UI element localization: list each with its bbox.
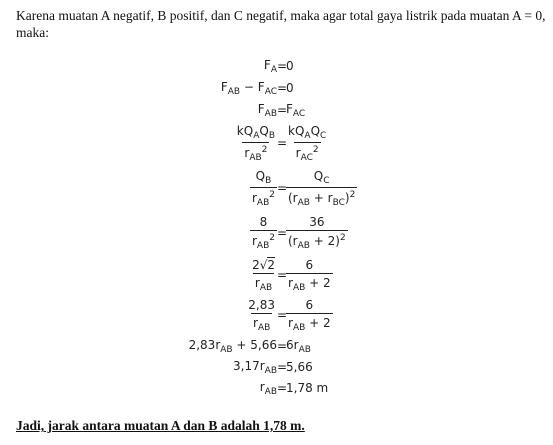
step-2-right: 0 [286,81,294,95]
conclusion-text: Jadi, jarak antara muatan A dan B adalah 1,78 m. [16,418,305,433]
step-4-right: $\frac{kQ_AQ_C}{r_{AC}^2}$ [288,123,327,163]
step-4-left: $\frac{kQ_AQ_B}{r_{AB}^2}$ [236,123,275,163]
step-11-left: $r_{AB}$ [259,379,277,397]
step-1: $F_A$ = 0 [263,57,294,75]
step-4: $\frac{kQ_AQ_B}{r_{AB}^2}$ = $\frac{kQ_AQ_C}{r_{AC}^2}$ [236,123,327,163]
step-8: $\frac{2,83}{r_{AB}}$ = $\frac{6}{r_{AB} + 2}$ [248,297,331,333]
step-7: $\frac{2√2}{r_{AB}}$ = $\frac{6}{r_{AB} + 2}$ [252,257,331,293]
step-1-left: $F_A$ [263,57,277,75]
intro-text: Karena muatan A negatif, B positif, dan C negatif, maka agar total gaya listrik pada muatan A = 0, maka: [16,8,546,40]
step-6-right: $\frac{36}{(r_{AB} + 2)^2}$ [288,215,346,251]
step-11-right: 1,78 m [286,381,329,395]
step-3-right: $F_{AC}$ [286,101,306,119]
step-10-right: 5,66 [286,360,313,374]
step-2-left: $F_{AB} - F_{AC}$ [220,79,277,97]
step-10: $3,17r_{AB}$ = 5,66 [233,358,313,376]
step-6: $\frac{8}{r_{AB}^2}$ = $\frac{36}{(r_{AB} + 2)^2}$ [251,215,346,251]
step-7-left: $\frac{2√2}{r_{AB}}$ [252,257,275,293]
step-10-left: $3,17r_{AB}$ [233,358,277,376]
step-8-left: $\frac{2,83}{r_{AB}}$ [248,297,275,333]
step-5-left: $\frac{Q_B}{r_{AB}^2}$ [251,168,275,208]
step-9-right: $6r_{AB}$ [286,337,311,355]
step-6-left: $\frac{8}{r_{AB}^2}$ [251,215,275,251]
step-3: $F_{AB}$ = $F_{AC}$ [257,101,306,119]
step-8-right: $\frac{6}{r_{AB} + 2}$ [288,297,331,333]
step-2: $F_{AB} - F_{AC}$ = 0 [220,79,294,97]
step-9-left: $2,83r_{AB} + 5,66$ [188,337,277,355]
step-7-right: $\frac{6}{r_{AB} + 2}$ [288,257,331,293]
step-11: $r_{AB}$ = 1,78 m [259,379,329,397]
step-5-right: $\frac{Q_C}{(r_{AB} + r_{BC})^2}$ [288,168,356,208]
step-3-left: $F_{AB}$ [257,101,277,119]
step-1-right: 0 [286,59,294,73]
step-5: $\frac{Q_B}{r_{AB}^2}$ = $\frac{Q_C}{(r_{AB} + r_{BC})^2}$ [251,168,356,208]
step-9: $2,83r_{AB} + 5,66$ = $6r_{AB}$ [188,337,311,355]
